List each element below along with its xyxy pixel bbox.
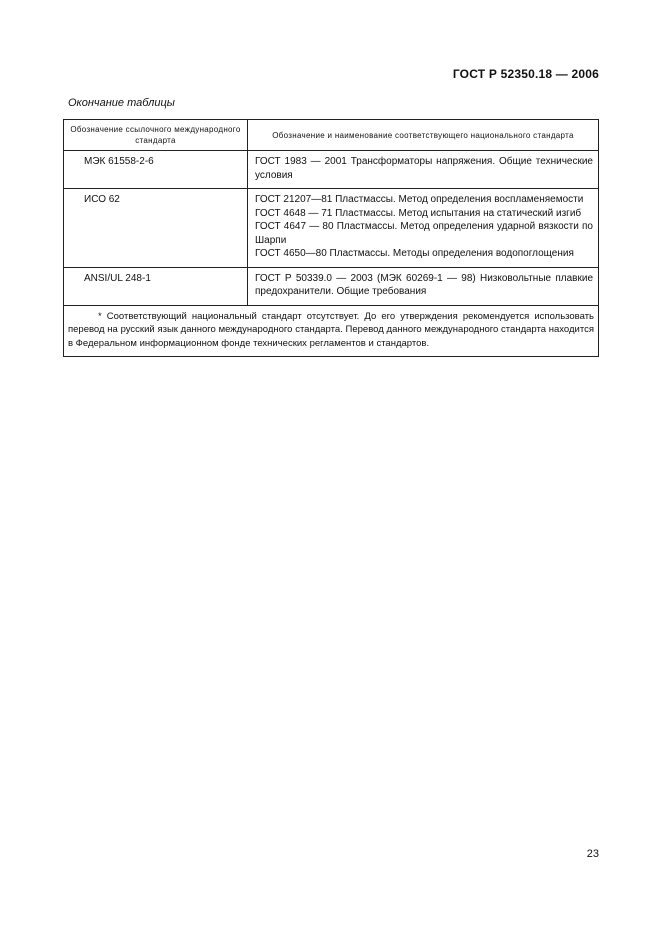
national-standard-entry: ГОСТ 4650—80 Пластмассы. Методы определения водопоглощения: [255, 248, 574, 259]
national-standard-cell: [248, 189, 599, 268]
international-standard-cell: ИСО 62: [64, 189, 248, 268]
table-footnote: [64, 305, 599, 357]
national-standard-cell: [248, 267, 599, 305]
national-standard-cell: [248, 151, 599, 189]
document-code: ГОСТ Р 52350.18 — 2006: [452, 67, 599, 81]
table-header-row: [64, 120, 599, 151]
international-standard-cell: МЭК 61558-2-6: [64, 151, 248, 189]
footnote-text: * Соответствующий национальный стандарт отсутствует. До его утверждения рекомендуется использовать перевод на русский язык данного международного стандарта. Перевод данного международного стандарта находится в Федеральном информационном фонде технических регламентов и стандартов.: [68, 310, 594, 349]
national-standard-entry: ГОСТ 21207—81 Пластмассы. Метод определения воспламеняемости: [255, 194, 584, 205]
table-caption: Окончание таблицы: [68, 97, 175, 109]
table-footnote-row: [64, 305, 599, 357]
national-standard-entry: ГОСТ 1983 — 2001 Трансформаторы напряжения. Общие технические условия: [255, 156, 593, 181]
page-number: 23: [586, 848, 599, 860]
national-standard-entry: ГОСТ Р 50339.0 — 2003 (МЭК 60269-1 — 98) Низковольтные плавкие предохранители. Общие требования: [255, 272, 593, 297]
column-header-international: Обозначение ссылочного международного стандарта: [64, 120, 248, 151]
column-header-national: Обозначение и наименование соответствующего национального стандарта: [248, 120, 599, 151]
standards-table: [63, 119, 599, 357]
international-standard-cell: ANSI/UL 248-1: [64, 267, 248, 305]
table-row: [64, 151, 599, 189]
table-row: [64, 189, 599, 268]
national-standard-entry: ГОСТ 4647 — 80 Пластмассы. Метод определения ударной вязкости по Шарпи: [255, 221, 593, 246]
national-standard-entry: ГОСТ 4648 — 71 Пластмассы. Метод испытания на статический изгиб: [255, 207, 582, 219]
table-row: [64, 267, 599, 305]
